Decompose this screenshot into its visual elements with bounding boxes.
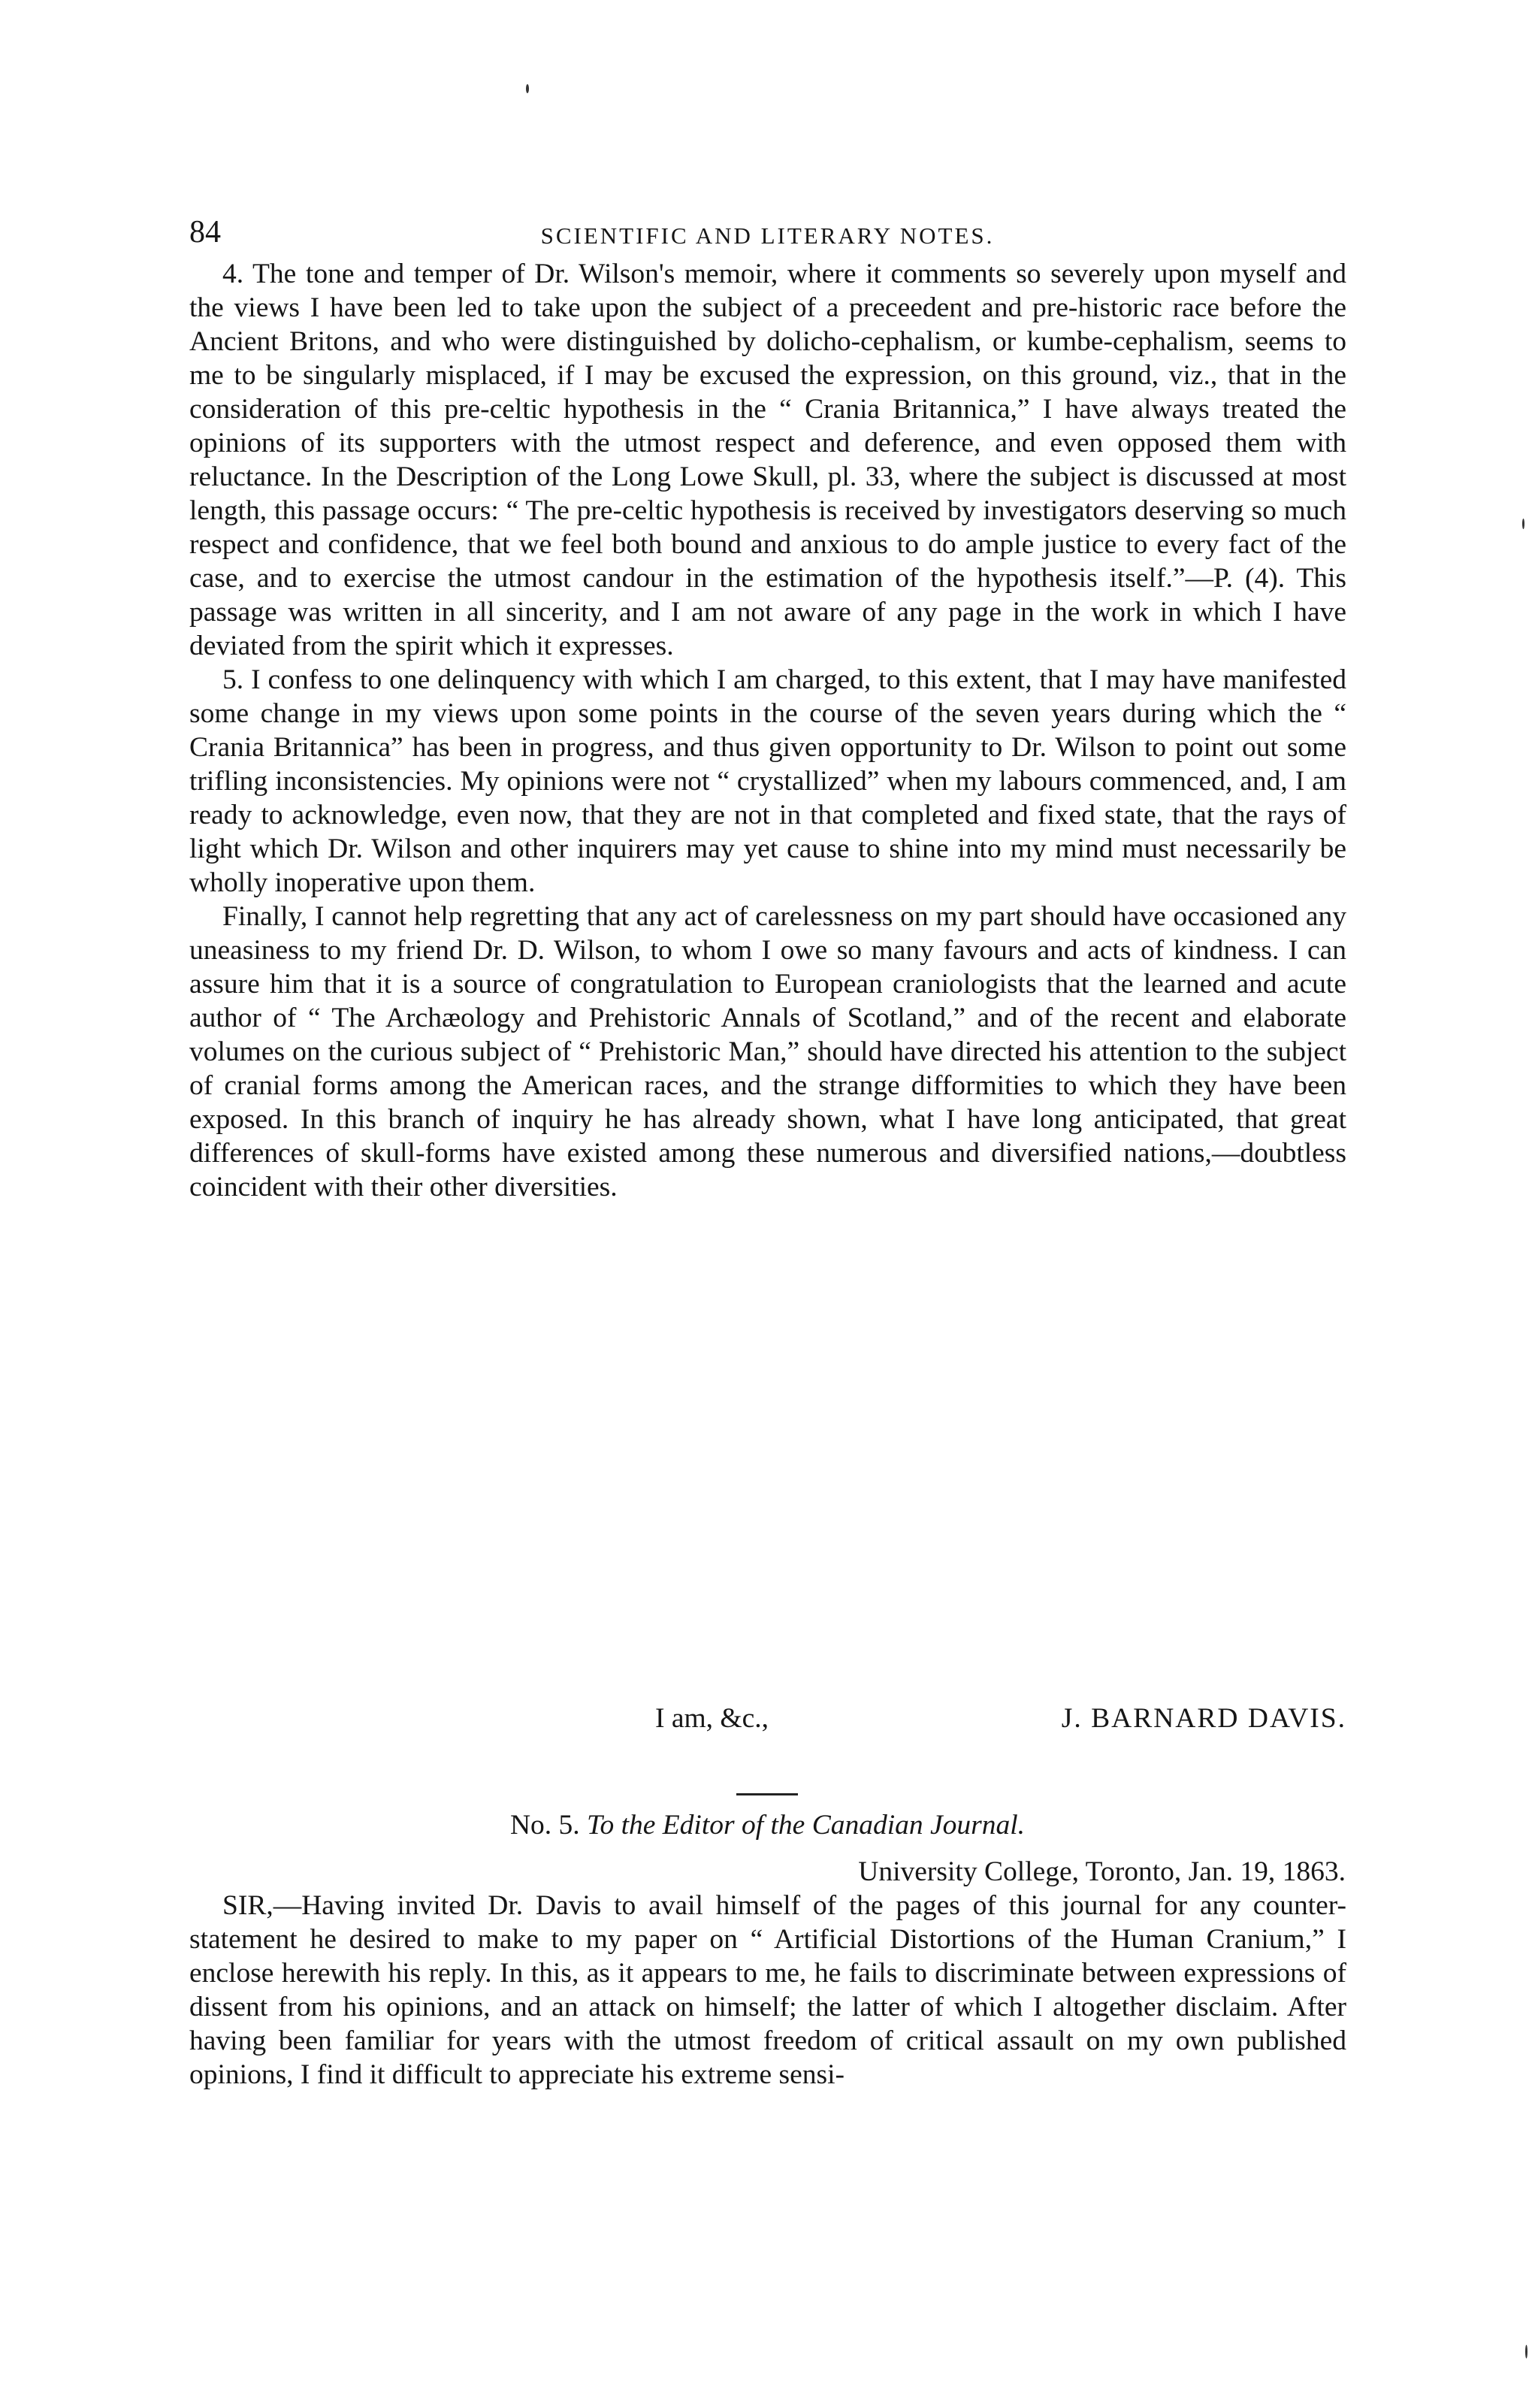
- article-body: [189, 257, 1346, 1204]
- signature: J. BARNARD DAVIS.: [1061, 1703, 1346, 1734]
- page-number: 84: [189, 215, 221, 250]
- print-speck: [1525, 2345, 1527, 2358]
- section-divider: [736, 1793, 798, 1795]
- paragraph-5: 5. I confess to one delinquency with which I am charged, to this extent, that I may have manifested some change in my views upon some points in the course of the seven years during which the “ Crania Britannica” has been in progress, and thus given opportunity to Dr. Wilson to point out some trifling inconsistencies. My opinions were not “ crystallized” when my labours commenced, and, I am ready to acknowledge, even now, that they are not in that completed and fixed state, that the rays of light which Dr. Wilson and other inquirers may yet cause to shine into my mind must necessarily be wholly inoperative upon them.: [189, 664, 1346, 898]
- letter-heading: [0, 1808, 1535, 1842]
- letter-body: [189, 1889, 1346, 2092]
- print-speck: [526, 84, 529, 93]
- print-speck: [1522, 519, 1524, 529]
- paragraph-finally: Finally, I cannot help regretting that any act of carelessness on my part should have occasioned any uneasiness to my friend Dr. D. Wilson, to whom I owe so many favours and acts of kindness. I can assure him that it is a source of congratulation to European craniologists that the learned and acute author of “ The Archæology and Prehistoric Annals of Scotland,” and of the recent and elaborate volumes on the curious subject of “ Prehistoric Man,” should have directed his attention to the subject of cranial forms among the American races, and the strange difformities to which they have been exposed. In this branch of inquiry he has already shown, what I have long anticipated, that great differences of skull-forms have existed among these numerous and diversified nations,—doubtless coincident with their other diversities.: [189, 901, 1346, 1202]
- running-head: SCIENTIFIC AND LITERARY NOTES.: [540, 222, 995, 249]
- salutation: I am, &c.,: [655, 1703, 769, 1734]
- letter-number: No. 5.: [509, 1810, 580, 1841]
- letter-closing: [189, 1702, 1346, 1735]
- letter-addressee: To the Editor of the Canadian Journal.: [587, 1810, 1026, 1841]
- letter-dateline: University College, Toronto, Jan. 19, 1863.: [858, 1856, 1346, 1887]
- letter-paragraph: SIR,—Having invited Dr. Davis to avail himself of the pages of this journal for any counter-statement he desired to make to my paper on “ Artificial Distortions of the Human Cranium,” I enclose herewith his reply. In this, as it appears to me, he fails to discriminate between expressions of dissent from his opinions, and an attack on himself; the latter of which I altogether disclaim. After having been familiar for years with the utmost freedom of critical assault on my own published opinions, I find it difficult to appreciate his extreme sensi-: [189, 1890, 1346, 2090]
- paragraph-4: 4. The tone and temper of Dr. Wilson's memoir, where it comments so severely upon myself and the views I have been led to take upon the subject of a preceedent and pre-historic race before the Ancient Britons, and who were distinguished by dolicho-cephalism, or kumbe-cephalism, seems to me to be singularly misplaced, if I may be excused the expression, on this ground, viz., that in the consideration of this pre-celtic hypothesis in the “ Crania Britannica,” I have always treated the opinions of its supporters with the utmost respect and deference, and even opposed them with reluctance. In the Description of the Long Lowe Skull, pl. 33, where the subject is discussed at most length, this passage occurs: “ The pre-celtic hypothesis is received by investigators deserving so much respect and confidence, that we feel both bound and anxious to do ample justice to every fact of the case, and to exercise the utmost candour in the estimation of the hypothesis itself.”—P. (4). This passage was written in all sincerity, and I am not aware of any page in the work in which I have deviated from the spirit which it expresses.: [189, 259, 1346, 661]
